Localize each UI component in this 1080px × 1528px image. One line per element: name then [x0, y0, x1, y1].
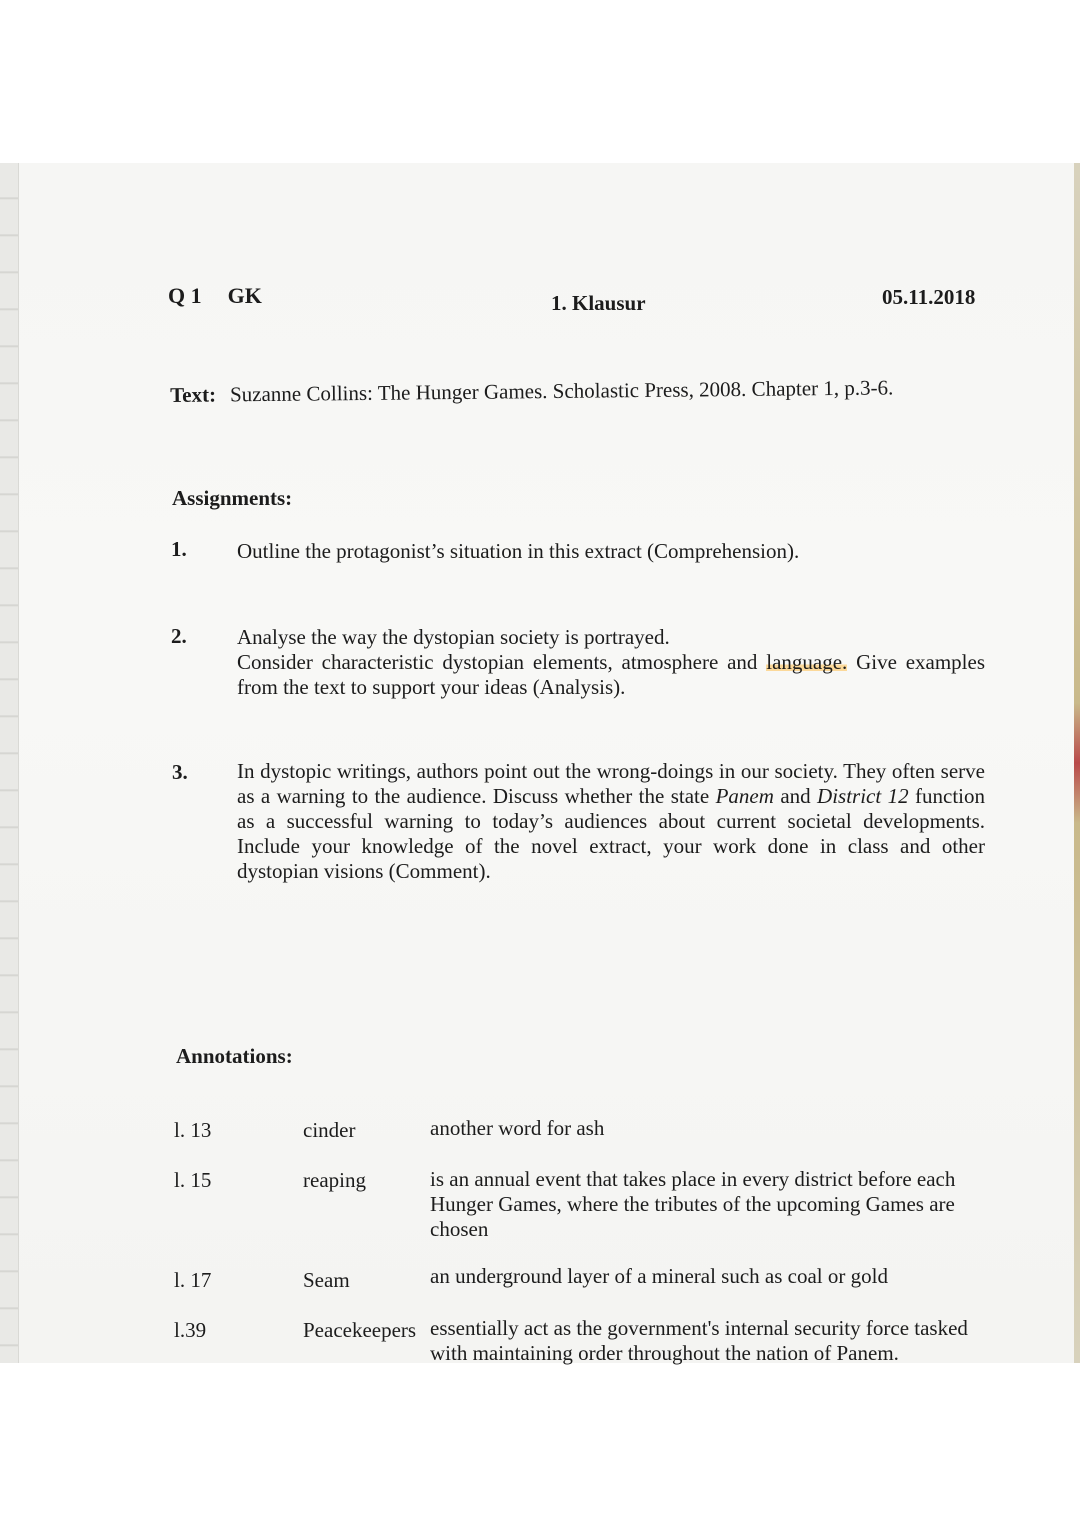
source-label: Text:	[170, 382, 217, 407]
assignment-text-line1: Analyse the way the dystopian society is portrayed.	[237, 625, 670, 649]
annotation-term: Peacekeepers	[303, 1318, 417, 1342]
annotation-line-ref: l. 17	[174, 1268, 212, 1292]
exam-date: 05.11.2018	[882, 285, 976, 309]
assignment-2	[237, 625, 985, 700]
page-edge	[1074, 163, 1080, 1363]
assignment-text-line2	[237, 650, 985, 700]
assignment-number: 3.	[172, 760, 188, 784]
annotations-heading: Annotations:	[176, 1044, 293, 1068]
annotation-line-ref: l.39	[174, 1318, 207, 1342]
notebook-edge	[0, 163, 19, 1363]
term-panem: Panem	[715, 784, 774, 808]
assignment-text-part: Give examples from the text to support your ideas (Analysis).	[237, 650, 986, 699]
assignment-1	[237, 539, 985, 564]
assignments-heading: Assignments:	[172, 486, 293, 510]
exam-title: 1. Klausur	[551, 291, 646, 315]
source-citation: Suzanne Collins: The Hunger Games. Scholastic Press, 2008. Chapter 1, p.3-6.	[229, 375, 894, 407]
term-district: District 12	[817, 784, 909, 808]
assignment-number: 2.	[171, 624, 187, 648]
assignment-text-part: and	[773, 784, 818, 808]
annotation-term: reaping	[303, 1168, 366, 1192]
assignment-text-part: In dystopic writings, authors point out the wrong-doings in our society. They often serve as a warning to the audience. Discuss whether the state	[237, 759, 985, 808]
annotation-definition: is an annual event that takes place in every district before each Hunger Games, where the tributes of the upcoming Games are chosen	[430, 1167, 956, 1241]
annotation-definition: another word for ash	[430, 1116, 605, 1140]
annotation-term: cinder	[303, 1118, 356, 1142]
annotation-definition: essentially act as the government's internal security force tasked with maintaining order throughout the nation of Panem.	[430, 1316, 968, 1365]
annotation-line-ref: l. 13	[174, 1118, 212, 1142]
assignment-number: 1.	[171, 537, 187, 561]
course-header	[168, 283, 262, 308]
assignment-3	[237, 759, 985, 884]
course-label: Q 1	[168, 283, 202, 308]
assignment-text-part: Consider characteristic dystopian elements, atmosphere and	[237, 650, 767, 674]
assignment-text-part: function as a successful warning to today’s audiences about current societal developments. Include your knowledge of the novel extract, your work done in class and other dystopian visions (Comment).	[237, 784, 986, 883]
assignment-text: Outline the protagonist’s situation in this extract (Comprehension).	[237, 539, 800, 563]
annotation-line-ref: l. 15	[174, 1168, 212, 1192]
level-label: GK	[227, 283, 262, 308]
annotation-term: Seam	[303, 1268, 350, 1292]
assignment-text	[237, 759, 985, 884]
annotation-definition: an underground layer of a mineral such as coal or gold	[430, 1264, 888, 1288]
highlighted-word: language.	[766, 650, 848, 674]
